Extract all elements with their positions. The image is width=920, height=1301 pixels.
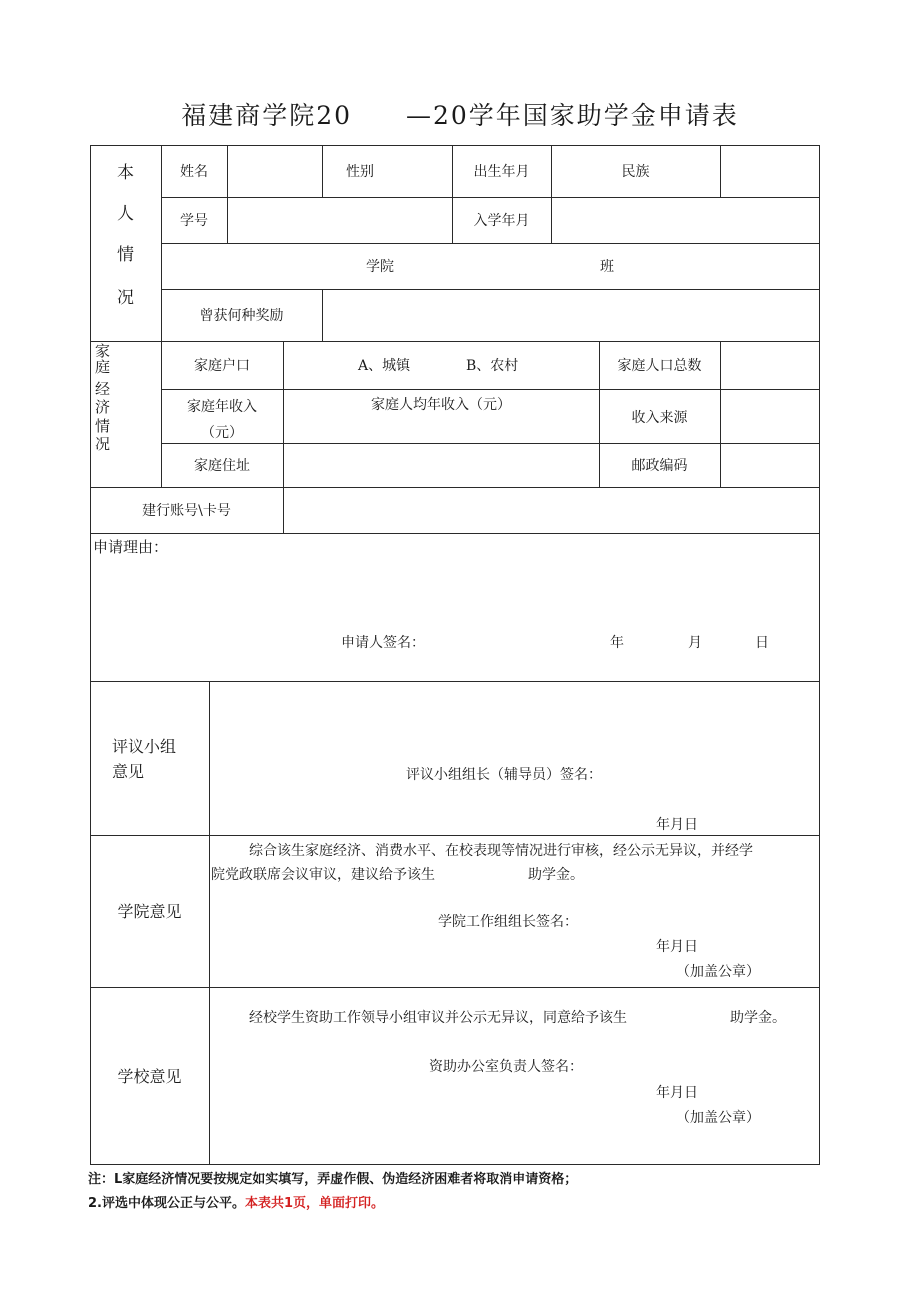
annual-income-label: 家庭年收入 <box>187 399 257 415</box>
school-seal: （加盖公章） <box>676 1110 760 1126</box>
college-seal: （加盖公章） <box>676 964 760 980</box>
note-line2-print-instruction: 本表共1页，单面打印。 <box>244 1196 385 1211</box>
gender-label: 性别 <box>346 164 374 180</box>
review-signature-label: 评议小组组长（辅导员）签名： <box>406 767 602 783</box>
note-line2-text: 2.评选中体现公正与公平。 <box>88 1196 245 1211</box>
row-divider <box>90 681 820 682</box>
income-source-field[interactable] <box>721 390 818 443</box>
section-char: 况 <box>95 435 111 453</box>
hukou-label: 家庭户口 <box>194 358 250 374</box>
table-border-top <box>90 145 820 146</box>
address-label: 家庭住址 <box>194 458 250 474</box>
student-id-label: 学号 <box>180 213 208 229</box>
ethnicity-label: 民族 <box>621 164 650 180</box>
student-id-field[interactable] <box>228 198 451 243</box>
row-divider <box>90 987 820 988</box>
row-divider <box>161 243 820 244</box>
section-char: 济 <box>95 398 111 416</box>
note-line1: 注：L家庭经济情况要按规定如实填写，弄虚作假、伪造经济困难者将取消申请资格； <box>88 1172 578 1187</box>
reason-field[interactable] <box>91 560 818 630</box>
gender-field[interactable] <box>400 146 451 197</box>
population-field[interactable] <box>721 342 818 389</box>
college-opinion-label: 学院意见 <box>117 902 182 921</box>
reason-year: 年 <box>610 635 624 651</box>
reason-month: 月 <box>688 635 702 651</box>
hukou-option-b[interactable]: B、农村 <box>466 358 519 374</box>
review-date: 年月日 <box>656 817 698 833</box>
income-source-label: 收入来源 <box>631 410 688 426</box>
ethnicity-field[interactable] <box>721 146 818 197</box>
address-field[interactable] <box>284 444 598 487</box>
section-char: 家 <box>95 342 111 360</box>
section-char: 况 <box>117 288 134 308</box>
enroll-label: 入学年月 <box>473 213 530 229</box>
school-signature-label: 资助办公室负责人签名： <box>429 1059 583 1075</box>
hukou-option-a[interactable]: A、城镇 <box>358 358 411 374</box>
section-char: 经 <box>95 380 111 398</box>
birth-label: 出生年月 <box>473 164 530 180</box>
postcode-field[interactable] <box>721 444 818 487</box>
awards-field[interactable] <box>323 290 818 341</box>
section-char: 情 <box>117 245 134 265</box>
postcode-label: 邮政编码 <box>631 458 688 474</box>
table-border-right <box>819 145 820 1165</box>
review-label-line1: 评议小组 <box>112 737 177 756</box>
college-signature-label: 学院工作组组长签名： <box>438 914 578 930</box>
note-line2 <box>88 1192 384 1211</box>
form-title: 福建商学院20 —20学年国家助学金申请表 <box>181 101 739 130</box>
reason-day: 日 <box>755 635 769 651</box>
college-opinion-text-line2a: 院党政联席会议审议，建议给予该生 <box>211 867 435 883</box>
name-field[interactable] <box>228 146 321 197</box>
per-capita-label: 家庭人均年收入（元） <box>371 397 511 413</box>
row-divider <box>90 533 820 534</box>
awards-label: 曾获何种奖励 <box>199 308 284 324</box>
col-divider <box>209 681 210 1165</box>
row-divider <box>90 835 820 836</box>
enroll-field[interactable] <box>552 198 818 243</box>
school-date: 年月日 <box>656 1085 698 1101</box>
row-divider <box>90 341 820 342</box>
bank-account-field[interactable] <box>284 488 818 533</box>
school-opinion-label: 学校意见 <box>117 1067 182 1086</box>
review-label-line2: 意见 <box>112 762 145 781</box>
section-char: 情 <box>95 417 111 435</box>
table-border-bottom <box>90 1164 820 1165</box>
college-opinion-text-line1: 综合该生家庭经济、消费水平、在校表现等情况进行审核，经公示无异议，并经学 <box>249 843 753 859</box>
section-char: 庭 <box>95 358 111 376</box>
section-char: 本 <box>117 163 134 183</box>
class-label: 班 <box>600 259 614 275</box>
name-label: 姓名 <box>180 164 208 180</box>
college-opinion-text-line2b: 助学金。 <box>528 867 584 883</box>
school-opinion-text-b: 助学金。 <box>730 1010 786 1026</box>
population-label: 家庭人口总数 <box>617 358 702 374</box>
reason-label: 申请理由： <box>93 538 169 556</box>
annual-income-unit: （元） <box>201 425 243 441</box>
school-opinion-text-a: 经校学生资助工作领导小组审议并公示无异议，同意给予该生 <box>249 1010 627 1026</box>
applicant-signature-label: 申请人签名： <box>341 635 425 651</box>
college-date: 年月日 <box>656 939 698 955</box>
bank-account-label: 建行账号\卡号 <box>142 503 231 519</box>
college-label: 学院 <box>366 259 394 275</box>
section-char: 人 <box>117 204 134 224</box>
